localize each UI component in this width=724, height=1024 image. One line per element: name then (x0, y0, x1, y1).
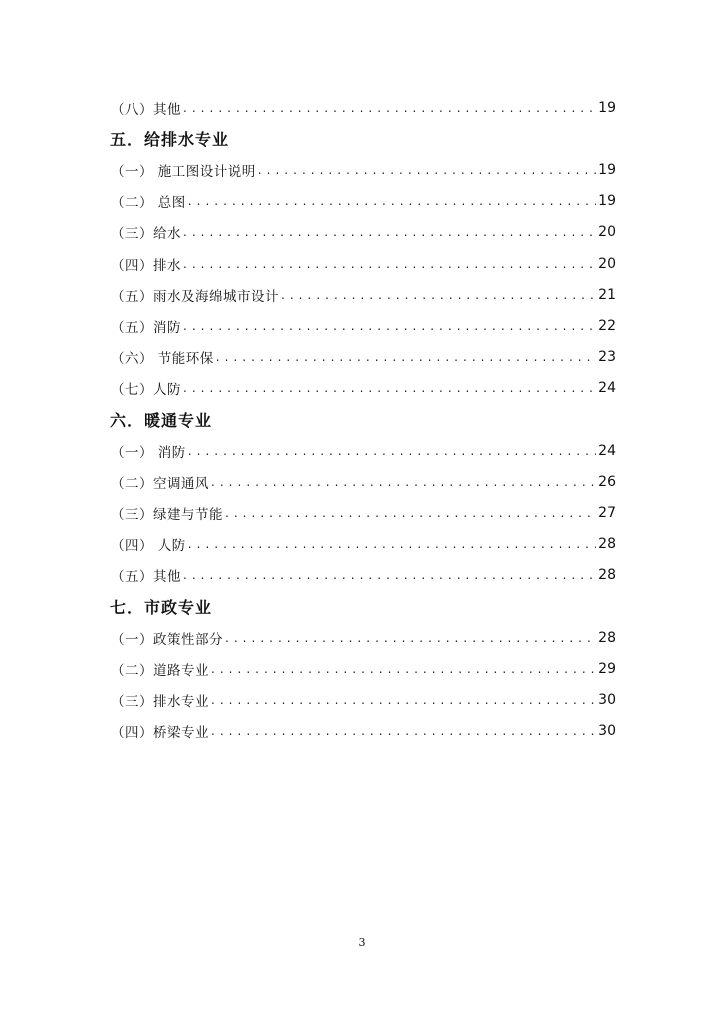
toc-leader-dots (183, 101, 596, 115)
toc-leader-dots (188, 194, 596, 208)
toc-leader-dots (216, 350, 596, 364)
toc-entry[interactable] (111, 248, 616, 279)
toc-leader-dots (258, 163, 596, 177)
toc-leader-dots (281, 288, 596, 302)
toc-entry[interactable] (111, 622, 616, 653)
toc-entry-label: （五）消防 (111, 319, 181, 336)
toc-entry[interactable] (111, 435, 616, 466)
toc-entry-page-number: 19 (598, 193, 616, 210)
toc-entry-label: （一） 施工图设计说明 (111, 163, 256, 180)
toc-entry-label: （五）雨水及海绵城市设计 (111, 288, 279, 305)
toc-leader-dots (211, 724, 596, 738)
toc-entry-page-number: 22 (598, 317, 616, 334)
toc-entry[interactable] (111, 186, 616, 217)
toc-entry-page-number: 24 (598, 380, 616, 397)
toc-leader-dots (211, 475, 596, 489)
toc-entry[interactable] (111, 92, 616, 123)
toc-leader-dots (188, 444, 596, 458)
toc-entry[interactable] (111, 653, 616, 684)
toc-entry-label: （二）空调通风 (111, 475, 209, 492)
toc-entry-label: （三）给水 (111, 226, 181, 243)
toc-entry-page-number: 28 (598, 629, 616, 646)
toc-leader-dots (183, 257, 596, 271)
toc-entry-label: （四）排水 (111, 257, 181, 274)
toc-entry[interactable] (111, 279, 616, 310)
toc-entry-label: （六） 节能环保 (111, 351, 214, 368)
toc-section-heading: 七．市政专业 (110, 598, 213, 618)
toc-entry-page-number: 24 (598, 442, 616, 459)
toc-entry-page-number: 28 (598, 567, 616, 584)
toc-entry[interactable] (111, 529, 616, 560)
toc-entry[interactable] (111, 497, 616, 528)
toc-entry-page-number: 19 (598, 161, 616, 178)
toc-entry-label: （一）政策性部分 (111, 631, 223, 648)
toc-entry-page-number: 26 (598, 473, 616, 490)
toc-entry-page-number: 30 (598, 692, 616, 709)
toc-entry-page-number: 21 (598, 286, 616, 303)
toc-entry-page-number: 19 (598, 99, 616, 116)
toc-entry-label: （七）人防 (111, 382, 181, 399)
toc-leader-dots (183, 225, 596, 239)
toc-leader-dots (183, 568, 596, 582)
toc-entry-label: （四）桥梁专业 (111, 725, 209, 742)
toc-entry[interactable] (111, 560, 616, 591)
toc-leader-dots (211, 662, 596, 676)
toc-entry-page-number: 29 (598, 660, 616, 677)
toc-leader-dots (188, 537, 596, 551)
toc-entry-page-number: 27 (598, 505, 616, 522)
toc-leader-dots (211, 693, 596, 707)
toc-leader-dots (225, 506, 596, 520)
toc-entry-label: （一） 消防 (111, 444, 186, 461)
toc-entry[interactable] (111, 373, 616, 404)
toc-entry[interactable] (111, 685, 616, 716)
toc-entry[interactable] (111, 310, 616, 341)
table-of-contents (111, 92, 616, 747)
toc-entry[interactable] (111, 217, 616, 248)
toc-entry-label: （八）其他 (111, 101, 181, 118)
toc-entry-label: （二） 总图 (111, 195, 186, 212)
toc-entry-label: （三）排水专业 (111, 694, 209, 711)
toc-entry[interactable] (111, 466, 616, 497)
toc-entry-label: （五）其他 (111, 569, 181, 586)
toc-entry-label: （三）绿建与节能 (111, 507, 223, 524)
toc-leader-dots (225, 631, 596, 645)
toc-entry[interactable] (111, 342, 616, 373)
toc-section-heading: 五．给排水专业 (110, 130, 230, 150)
toc-entry[interactable] (111, 716, 616, 747)
toc-entry-label: （二）道路专业 (111, 662, 209, 679)
toc-entry-page-number: 30 (598, 723, 616, 740)
toc-entry-label: （四） 人防 (111, 538, 186, 555)
page-number-footer: 3 (358, 936, 366, 949)
toc-entry-page-number: 28 (598, 536, 616, 553)
toc-entry-page-number: 23 (598, 349, 616, 366)
toc-leader-dots (183, 381, 596, 395)
toc-entry-page-number: 20 (598, 255, 616, 272)
toc-entry[interactable] (111, 154, 616, 185)
toc-section-heading: 六．暖通专业 (110, 410, 213, 430)
toc-entry-page-number: 20 (598, 224, 616, 241)
toc-leader-dots (183, 319, 596, 333)
